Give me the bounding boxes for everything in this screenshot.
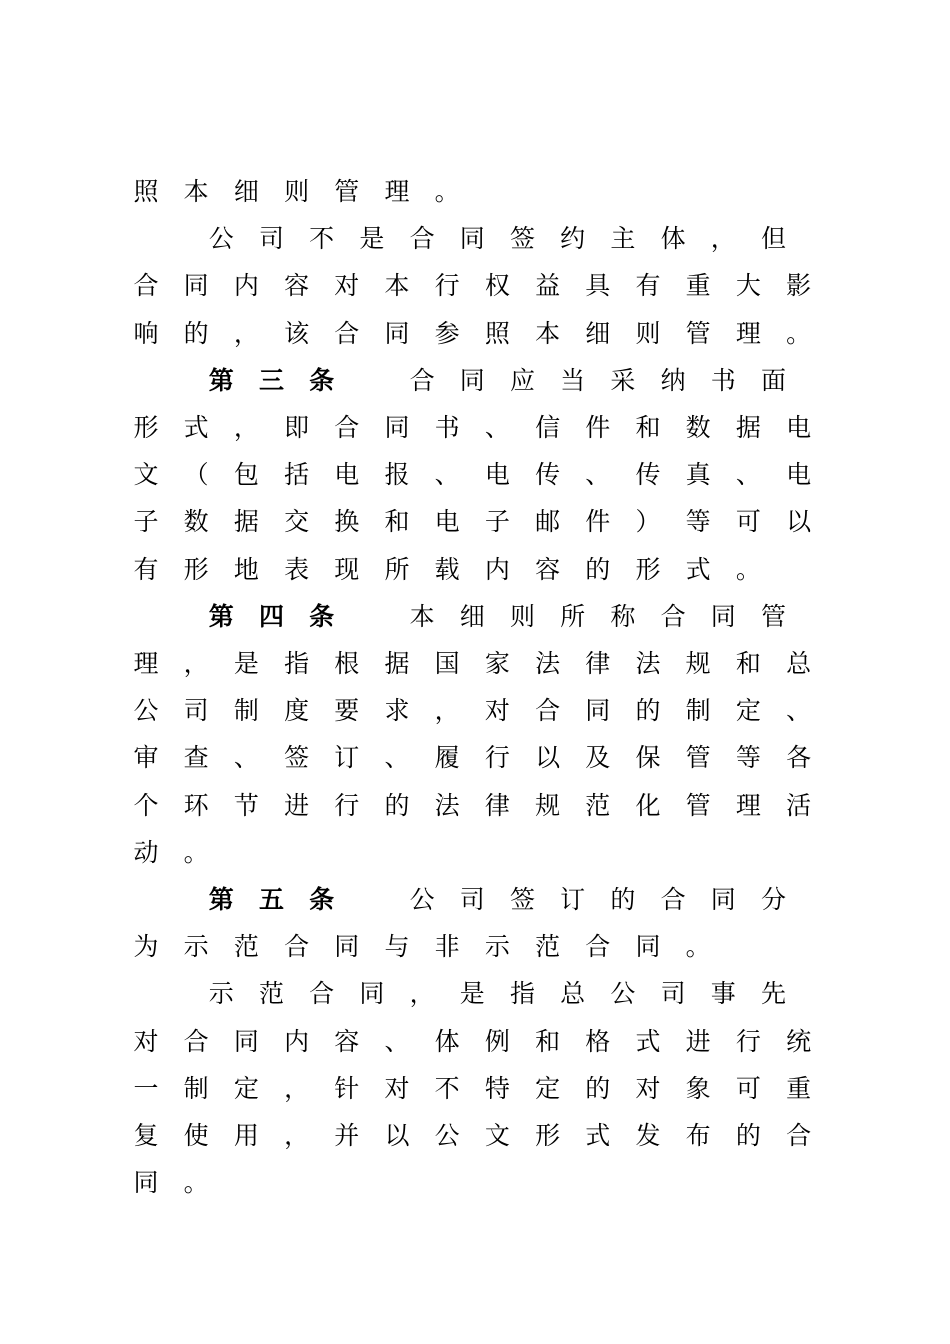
text-char: 载 (434, 554, 460, 584)
article-heading-char: 五 (258, 885, 284, 914)
article-heading-char: 第 (208, 601, 234, 631)
text-char: 内 (484, 554, 510, 584)
text-char: 可 (735, 1073, 761, 1103)
text-char: ， (233, 413, 259, 442)
text-char: 和 (384, 507, 410, 537)
text-char: 该 (284, 318, 310, 348)
text-char: 、 (484, 413, 510, 442)
text-char: 发 (635, 1121, 661, 1150)
text-char: 合 (409, 365, 435, 395)
text-char: 响 (133, 318, 159, 348)
text-char: 据 (735, 413, 761, 442)
text-char: 先 (760, 979, 786, 1009)
text-char: 合 (309, 979, 335, 1009)
text-char: 是 (233, 649, 259, 678)
text-char: 电 (484, 460, 510, 490)
text-char: 件 (585, 413, 611, 442)
text-char: 、 (233, 743, 259, 773)
text-char: 信 (535, 413, 561, 442)
text-char: ， (409, 979, 435, 1009)
text-char: 和 (735, 649, 761, 678)
text-char: 、 (735, 460, 761, 490)
text-char: 司 (459, 885, 485, 914)
text-char: 件 (585, 507, 611, 537)
text-char: 式 (685, 554, 711, 584)
text-char: 具 (585, 271, 611, 301)
text-char: 同 (384, 318, 410, 348)
text-char: 。 (786, 318, 812, 348)
text-char: 非 (434, 932, 460, 962)
text-char: 订 (334, 743, 360, 773)
text-char: 、 (434, 460, 460, 490)
text-char: 细 (233, 177, 259, 206)
text-char: 。 (434, 177, 460, 206)
text-char: 例 (484, 1026, 510, 1056)
text-char: ， (434, 696, 460, 726)
text-char: 履 (434, 743, 460, 773)
text-char: 使 (183, 1121, 209, 1150)
text-char: 法 (434, 790, 460, 820)
text-char: 合 (284, 932, 310, 962)
text-char: 电 (434, 507, 460, 537)
text-char: 照 (484, 318, 510, 348)
text-char: 体 (434, 1026, 460, 1056)
text-char: 照 (133, 177, 159, 206)
text-char: 和 (535, 1026, 561, 1056)
text-char: 进 (284, 790, 310, 820)
text-char: ， (183, 649, 209, 678)
text-char: 指 (284, 649, 310, 678)
text-char: 形 (535, 1121, 561, 1150)
text-char: 示 (183, 932, 209, 962)
text-char: 真 (685, 460, 711, 490)
text-char: 理 (384, 177, 410, 206)
text-char: 式 (635, 1026, 661, 1056)
text-char: 公 (208, 224, 234, 254)
text-char: 不 (434, 1073, 460, 1103)
text-char: 合 (133, 271, 159, 301)
text-char: 环 (183, 790, 209, 820)
text-char: 文 (484, 1121, 510, 1150)
text-char: 管 (685, 743, 711, 773)
text-char: 益 (535, 271, 561, 301)
text-char: 等 (685, 507, 711, 537)
text-char: 理 (133, 649, 159, 678)
text-char: 法 (535, 649, 561, 678)
text-char: 内 (233, 271, 259, 301)
text-char: 行 (334, 790, 360, 820)
text-char: 报 (384, 460, 410, 490)
text-char: 行 (484, 743, 510, 773)
text-char: 对 (384, 1073, 410, 1103)
text-char: 示 (208, 979, 234, 1009)
text-char: 数 (183, 507, 209, 537)
text-char: 权 (484, 271, 510, 301)
text-char: 细 (585, 318, 611, 348)
text-char: 所 (560, 601, 586, 631)
text-char: 规 (685, 649, 711, 678)
text-char: 是 (459, 979, 485, 1009)
text-char: 一 (133, 1073, 159, 1103)
text-char: 动 (133, 837, 159, 867)
text-char: 对 (334, 271, 360, 301)
text-char: 子 (484, 507, 510, 537)
text-char: 公 (610, 979, 636, 1009)
text-char: 范 (258, 979, 284, 1009)
article-heading-char: 三 (258, 365, 284, 395)
text-char: 可 (735, 507, 761, 537)
text-char: 面 (760, 365, 786, 395)
text-char: 的 (585, 1073, 611, 1103)
text-char: 合 (409, 224, 435, 254)
text-char: 行 (434, 271, 460, 301)
text-char: 本 (183, 177, 209, 206)
text-char: 公 (409, 885, 435, 914)
text-char: 及 (585, 743, 611, 773)
text-char: 据 (384, 649, 410, 678)
text-char: 合 (660, 885, 686, 914)
article-heading-char: 第 (208, 885, 234, 914)
text-char: 重 (786, 1073, 812, 1103)
text-char: 制 (685, 696, 711, 726)
text-char: 对 (635, 1073, 661, 1103)
text-char: 管 (685, 790, 711, 820)
text-char: 布 (685, 1121, 711, 1150)
text-char: 要 (334, 696, 360, 726)
text-char: 特 (484, 1073, 510, 1103)
text-char: 书 (710, 365, 736, 395)
text-char: 法 (635, 649, 661, 678)
text-char: 律 (585, 649, 611, 678)
text-char: 保 (635, 743, 661, 773)
text-char: 的 (635, 696, 661, 726)
text-char: 称 (610, 601, 636, 631)
text-char: 司 (258, 224, 284, 254)
text-char: 以 (384, 1121, 410, 1150)
text-char: 订 (560, 885, 586, 914)
text-char: 采 (610, 365, 636, 395)
text-char: 律 (484, 790, 510, 820)
text-char: 形 (635, 554, 661, 584)
text-char: 合 (334, 413, 360, 442)
text-char: ， (710, 224, 736, 254)
text-char: 邮 (535, 507, 561, 537)
text-char: 总 (786, 649, 812, 678)
text-char: 合 (660, 601, 686, 631)
text-char: 签 (509, 885, 535, 914)
text-char: 的 (735, 1121, 761, 1150)
text-char: 以 (535, 743, 561, 773)
text-char: 审 (133, 743, 159, 773)
text-char: 、 (585, 460, 611, 490)
text-char: 复 (133, 1121, 159, 1150)
text-char: 制 (183, 1073, 209, 1103)
text-char: 电 (334, 460, 360, 490)
text-char: 则 (284, 177, 310, 206)
text-char: 同 (635, 932, 661, 962)
text-char: 同 (233, 1026, 259, 1056)
text-char: 制 (233, 696, 259, 726)
text-char: 有 (635, 271, 661, 301)
text-char: 则 (635, 318, 661, 348)
text-char: 同 (334, 932, 360, 962)
article-heading-char: 条 (309, 885, 335, 914)
text-char: 的 (610, 885, 636, 914)
text-char: 的 (384, 790, 410, 820)
text-char: 据 (233, 507, 259, 537)
text-char: 是 (359, 224, 385, 254)
text-char: 主 (610, 224, 636, 254)
text-char: 签 (509, 224, 535, 254)
text-char: 式 (183, 413, 209, 442)
text-char: 指 (509, 979, 535, 1009)
text-char: 并 (334, 1121, 360, 1150)
text-char: 理 (735, 790, 761, 820)
text-char: 司 (660, 979, 686, 1009)
text-char: 范 (233, 932, 259, 962)
text-char: 。 (183, 837, 209, 867)
text-char: 现 (334, 554, 360, 584)
text-char: 事 (710, 979, 736, 1009)
text-char: 本 (409, 601, 435, 631)
text-char: 本 (535, 318, 561, 348)
text-char: 形 (183, 554, 209, 584)
text-char: 合 (334, 318, 360, 348)
text-char: 传 (635, 460, 661, 490)
text-char: 管 (685, 318, 711, 348)
text-char: 统 (786, 1026, 812, 1056)
text-char: ， (233, 318, 259, 348)
text-char: 定 (535, 1073, 561, 1103)
text-char: 合 (786, 1121, 812, 1150)
text-char: 地 (233, 554, 259, 584)
text-char: 根 (334, 649, 360, 678)
text-char: 理 (735, 318, 761, 348)
text-char: 同 (384, 413, 410, 442)
text-char: 司 (183, 696, 209, 726)
text-char: 活 (786, 790, 812, 820)
text-char: 括 (284, 460, 310, 490)
text-char: 传 (535, 460, 561, 490)
text-char: 同 (459, 224, 485, 254)
text-char: 分 (760, 885, 786, 914)
text-char: 求 (384, 696, 410, 726)
text-char: 影 (786, 271, 812, 301)
text-char: 包 (233, 460, 259, 490)
text-char: 公 (434, 1121, 460, 1150)
text-char: （ (183, 460, 209, 490)
text-char: 为 (133, 932, 159, 962)
text-char: 。 (183, 1168, 209, 1198)
text-char: 有 (133, 554, 159, 584)
text-char: 交 (284, 507, 310, 537)
text-char: 容 (284, 271, 310, 301)
text-char: 度 (284, 696, 310, 726)
text-char: 所 (384, 554, 410, 584)
article-heading-char: 条 (309, 601, 335, 631)
text-char: 用 (233, 1121, 259, 1150)
text-char: 同 (459, 365, 485, 395)
text-char: 形 (133, 413, 159, 442)
text-char: 节 (233, 790, 259, 820)
text-char: 公 (133, 696, 159, 726)
text-char: 同 (710, 885, 736, 914)
text-char: 子 (133, 507, 159, 537)
text-char: 合 (535, 696, 561, 726)
text-char: 管 (760, 601, 786, 631)
text-char: 重 (685, 271, 711, 301)
text-char: 内 (284, 1026, 310, 1056)
text-char: 进 (685, 1026, 711, 1056)
text-char: 则 (509, 601, 535, 631)
text-char: ， (284, 1073, 310, 1103)
text-char: 规 (535, 790, 561, 820)
text-char: 以 (786, 507, 812, 537)
text-char: 、 (786, 696, 812, 726)
text-char: 各 (786, 743, 812, 773)
text-char: 大 (735, 271, 761, 301)
text-char: 参 (434, 318, 460, 348)
article-heading-char: 第 (208, 365, 234, 395)
text-char: 、 (384, 1026, 410, 1056)
text-char: 约 (560, 224, 586, 254)
text-char: 和 (635, 413, 661, 442)
text-char: 换 (334, 507, 360, 537)
text-char: 查 (183, 743, 209, 773)
text-char: 对 (484, 696, 510, 726)
text-char: ） (635, 507, 661, 537)
text-char: 同 (183, 271, 209, 301)
text-char: 体 (660, 224, 686, 254)
text-char: 不 (309, 224, 335, 254)
article-heading-char: 条 (309, 365, 335, 395)
text-char: 国 (434, 649, 460, 678)
text-char: 的 (585, 554, 611, 584)
text-char: 本 (384, 271, 410, 301)
text-char: 即 (284, 413, 310, 442)
text-char: 定 (233, 1073, 259, 1103)
text-char: 针 (334, 1073, 360, 1103)
text-char: 行 (735, 1026, 761, 1056)
text-char: 表 (284, 554, 310, 584)
article-heading-char: 四 (258, 601, 284, 631)
text-char: 范 (585, 790, 611, 820)
text-char: 电 (786, 413, 812, 442)
text-char: 。 (735, 554, 761, 584)
text-char: 合 (183, 1026, 209, 1056)
text-char: 但 (760, 224, 786, 254)
text-char: 总 (560, 979, 586, 1009)
text-char: 数 (685, 413, 711, 442)
text-char: ， (284, 1121, 310, 1150)
text-char: 范 (535, 932, 561, 962)
text-char: 电 (786, 460, 812, 490)
text-char: 格 (585, 1026, 611, 1056)
text-char: 的 (183, 318, 209, 348)
text-char: 象 (685, 1073, 711, 1103)
text-char: 家 (484, 649, 510, 678)
text-char: 容 (535, 554, 561, 584)
text-char: 。 (685, 932, 711, 962)
text-char: 同 (133, 1168, 159, 1198)
text-char: 文 (133, 460, 159, 490)
text-char: 示 (484, 932, 510, 962)
text-char: 书 (434, 413, 460, 442)
text-char: 等 (735, 743, 761, 773)
text-char: 合 (585, 932, 611, 962)
text-char: 、 (384, 743, 410, 773)
text-char: 同 (359, 979, 385, 1009)
text-char: 细 (459, 601, 485, 631)
text-char: 化 (635, 790, 661, 820)
text-char: 同 (585, 696, 611, 726)
text-char: 应 (509, 365, 535, 395)
text-char: 当 (560, 365, 586, 395)
text-char: 纳 (660, 365, 686, 395)
text-char: 容 (334, 1026, 360, 1056)
text-char: 式 (585, 1121, 611, 1150)
text-char: 个 (133, 790, 159, 820)
text-char: 签 (284, 743, 310, 773)
text-char: 与 (384, 932, 410, 962)
text-char: 同 (710, 601, 736, 631)
text-char: 定 (735, 696, 761, 726)
text-char: 管 (334, 177, 360, 206)
text-char: 对 (133, 1026, 159, 1056)
